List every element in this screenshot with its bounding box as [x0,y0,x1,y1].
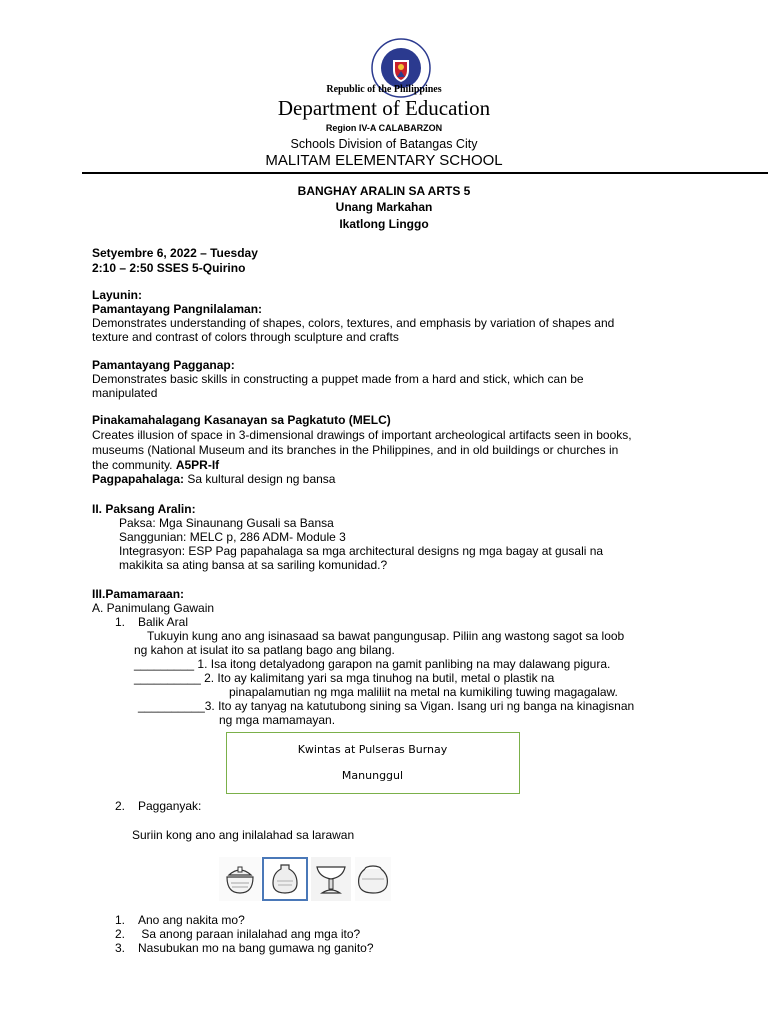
school-name: MALITAM ELEMENTARY SCHOOL [265,152,503,169]
melc-text-1: Creates illusion of space in 3-dimensional drawings of important archeological artifacts seen in books, [92,428,632,442]
final-q1-number: 1. [115,913,126,927]
question-1: _________ 1. Isa itong detalyadong garapon na gamit panlibing na may dalawang pigura. [134,657,611,671]
paksa-text: Paksa: Mga Sinaunang Gusali sa Bansa [119,516,334,530]
instruction-text-1: Tukuyin kung ano ang isinasaad sa bawat pangungusap. Piliin ang wastong sagot sa loob [147,629,625,643]
pagganap-heading: Pamantayang Pagganap: [92,358,235,372]
pot-image [355,857,391,901]
republic-label: Republic of the Philippines [326,84,442,95]
header-divider [82,172,768,174]
layunin-heading: Layunin: [92,288,142,302]
final-q1-text: Ano ang nakita mo? [138,913,245,927]
choices-line-1: Kwintas at Pulseras Burnay [297,743,448,756]
melc-text-2: museums (National Museum and its branches in the Philippines, and in old buildings or churches in [92,443,619,457]
pagpapahalaga-line [92,472,335,486]
sanggunian-text: Sanggunian: MELC p, 286 ADM- Module 3 [119,530,346,544]
instruction-text-2: ng kahon at isulat ito sa patlang bago ang bilang. [134,643,395,657]
lesson-title: BANGHAY ARALIN SA ARTS 5 [297,184,471,198]
lesson-date: Setyembre 6, 2022 – Tuesday [92,246,258,260]
question-2-line-2: pinapalamutian ng mga maliliit na metal na kumikiling tuwing magagalaw. [229,685,618,699]
pagpapahalaga-text: Sa kultural design ng bansa [187,472,336,486]
jar-image [262,857,308,901]
item1-label: Balik Aral [138,615,189,629]
week-label: Ikatlong Linggo [339,217,429,231]
pagganap-text-1: Demonstrates basic skills in constructing a puppet made from a hard and stick, which can be [92,372,584,386]
division-label: Schools Division of Batangas City [290,137,478,151]
integrasyon-text-1: Integrasyon: ESP Pag papahalaga sa mga architectural designs ng mga bagay at gusali na [119,544,604,558]
melc-heading: Pinakamahalagang Kasanayan sa Pagkatuto (MELC) [92,413,391,427]
question-3-line-1: __________3. Ito ay tanyag na katutubong sining sa Vigan. Isang uri ng banga na kinagisnan [138,699,635,713]
melc-text-3 [92,458,219,472]
item1-number: 1. [115,615,126,629]
paksang-aralin-heading: II. Paksang Aralin: [92,502,196,516]
region-label: Region IV-A CALABARZON [325,123,443,133]
melc-code: A5PR-If [175,458,220,472]
final-q2-number: 2. [115,927,126,941]
final-q3-number: 3. [115,941,126,955]
jar-lid-image [219,857,261,901]
goblet-image [311,857,351,901]
melc-text-3-body: the community. [92,458,173,472]
pagpapahalaga-label: Pagpapahalaga: [92,472,185,486]
item2-label: Pagganyak: [138,799,202,813]
item2-number: 2. [115,799,126,813]
suriin-text: Suriin kong ano ang inilalahad sa larawan [132,828,355,842]
pangnilalaman-text-2: texture and contrast of colors through sculpture and crafts [92,330,399,344]
choices-box [226,732,520,794]
question-2-line-1: __________ 2. Ito ay kalimitang yari sa mga tinuhog na butil, metal o plastik na [134,671,555,685]
question-3-line-2: ng mga mamamayan. [219,713,336,727]
integrasyon-text-2: makikita sa ating bansa at sa sariling komunidad.? [119,558,388,572]
department-title: Department of Education [277,96,491,120]
choices-line-2: Manunggul [341,769,404,782]
quarter-label: Unang Markahan [335,200,433,214]
lesson-time: 2:10 – 2:50 SSES 5-Quirino [92,261,246,275]
panimula-label: A. Panimulang Gawain [92,601,215,615]
pangnilalaman-heading: Pamantayang Pangnilalaman: [92,302,263,316]
pamamaraan-heading: III.Pamamaraan: [92,587,185,601]
pagganap-text-2: manipulated [92,386,158,400]
pangnilalaman-text-1: Demonstrates understanding of shapes, colors, textures, and emphasis by variation of shapes and [92,316,615,330]
final-q3-text: Nasubukan mo na bang gumawa ng ganito? [138,941,374,955]
final-q2-text: Sa anong paraan inilalahad ang mga ito? [138,927,361,941]
